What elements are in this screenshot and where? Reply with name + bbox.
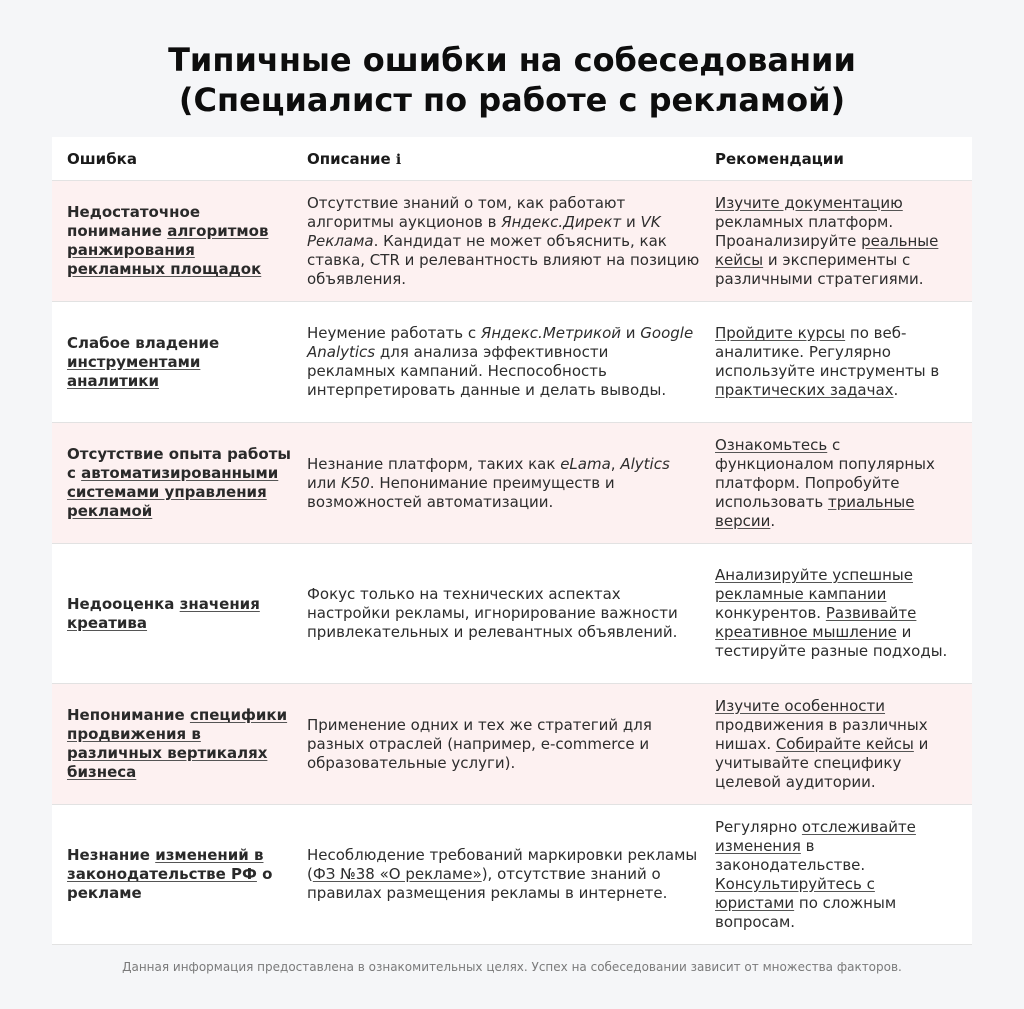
recommendation-link[interactable]: Изучите особенности — [715, 696, 886, 715]
footer-note: Данная информация предоставлена в ознакомительных целях. Успех на собеседовании зависит от множества факторов. — [122, 960, 902, 974]
error-link[interactable]: инструментами аналитики — [67, 352, 201, 390]
recommendation-link[interactable]: Ознакомьтесь — [715, 435, 828, 454]
description-cell: Фокус только на технических аспектах настройки рекламы, игнорирование важности привлекательных и релевантных объявлений. — [307, 585, 678, 641]
table-row — [52, 805, 972, 945]
error-cell: Недостаточное понимание алгоритмов ранжирования рекламных площадок — [67, 203, 269, 278]
table-row — [52, 544, 972, 684]
law-link[interactable]: ФЗ №38 «О рекламе» — [312, 865, 482, 883]
table-row — [52, 423, 972, 544]
error-cell: Отсутствие опыта работы с автоматизированными системами управления рекламой — [67, 445, 291, 520]
description-cell: Применение одних и тех же стратегий для разных отраслей (например, e-commerce и образовательные услуги). — [307, 715, 652, 772]
page-title — [0, 40, 1024, 120]
error-link[interactable]: значения креатива — [67, 594, 260, 632]
table-header — [52, 137, 972, 181]
description-cell: Незнание платформ, таких как eLama, Alytics или K50. Непонимание преимуществ и возможностей автоматизации. — [307, 454, 670, 511]
recommendation-cell: Анализируйте успешные рекламные кампании конкурентов. Развивайте креативное мышление и тестируйте разные подходы. — [715, 566, 948, 660]
recommendation-link[interactable]: триальные версии — [715, 492, 915, 530]
table-row — [52, 684, 972, 805]
description-cell: Несоблюдение требований маркировки рекламы (ФЗ №38 «О рекламе»), отсутствие знаний о правилах размещения рекламы в интернете. — [307, 846, 698, 902]
recommendation-cell: Изучите особенности продвижения в различных нишах. Собирайте кейсы и учитывайте специфику целевой аудитории. — [715, 696, 929, 791]
recommendation-link[interactable]: Консультируйтесь с юристами — [715, 874, 875, 912]
recommendation-link[interactable]: Изучите документацию — [715, 193, 903, 212]
error-cell: Незнание изменений в законодательстве РФ о рекламе — [67, 846, 273, 902]
recommendation-cell: Изучите документацию рекламных платформ. Проанализируйте реальные кейсы и эксперименты с различными стратегиями. — [715, 193, 939, 288]
table-row — [52, 181, 972, 302]
recommendation-cell: Пройдите курсы по веб-аналитике. Регулярно используйте инструменты в практических задачах. — [715, 324, 940, 399]
recommendation-link[interactable]: Развивайте креативное мышление — [715, 604, 917, 641]
header-description: Описание i — [307, 149, 402, 168]
error-link[interactable]: специфики продвижения в различных вертикалях бизнеса — [67, 706, 288, 781]
error-cell: Слабое владение инструментами аналитики — [67, 333, 220, 390]
error-link[interactable]: изменений в законодательстве РФ — [67, 846, 264, 883]
recommendation-link[interactable]: отслеживайте изменения — [715, 817, 916, 855]
error-cell: Непонимание специфики продвижения в различных вертикалях бизнеса — [67, 706, 288, 781]
recommendation-cell: Регулярно отслеживайте изменения в законодательстве. Консультируйтесь с юристами по сложным вопросам. — [715, 817, 916, 931]
error-link[interactable]: автоматизированными системами управления рекламой — [67, 464, 279, 520]
recommendation-link[interactable]: Собирайте кейсы — [775, 734, 914, 753]
title-line-2: (Специалист по работе с рекламой) — [178, 81, 846, 119]
table-row — [52, 302, 972, 423]
error-link[interactable]: алгоритмов ранжирования рекламных площадок — [67, 222, 269, 278]
description-cell: Неумение работать с Яндекс.Метрикой и Google Analytics для анализа эффективности рекламных кампаний. Неспособность интерпретировать данные и делать выводы. — [307, 324, 694, 399]
recommendation-link[interactable]: Анализируйте успешные рекламные кампании — [715, 566, 913, 603]
recommendation-cell: Ознакомьтесь с функционалом популярных платформ. Попробуйте использовать триальные версии. — [715, 435, 935, 530]
header-recommendations: Рекомендации — [715, 149, 844, 168]
errors-table — [52, 137, 972, 945]
recommendation-link[interactable]: реальные кейсы — [715, 231, 939, 269]
description-cell: Отсутствие знаний о том, как работают алгоритмы аукционов в Яндекс.Директ и VK Реклама. Кандидат не может объяснить, как ставка, CTR и релевантность влияют на позицию объявления. — [307, 193, 700, 288]
error-cell: Недооценка значения креатива — [67, 594, 260, 632]
info-icon[interactable]: i — [395, 151, 402, 168]
title-line-1: Типичные ошибки на собеседовании — [168, 41, 856, 79]
recommendation-link[interactable]: практических задачах — [715, 381, 894, 399]
recommendation-link[interactable]: Пройдите курсы — [715, 324, 846, 342]
header-error: Ошибка — [67, 149, 137, 168]
